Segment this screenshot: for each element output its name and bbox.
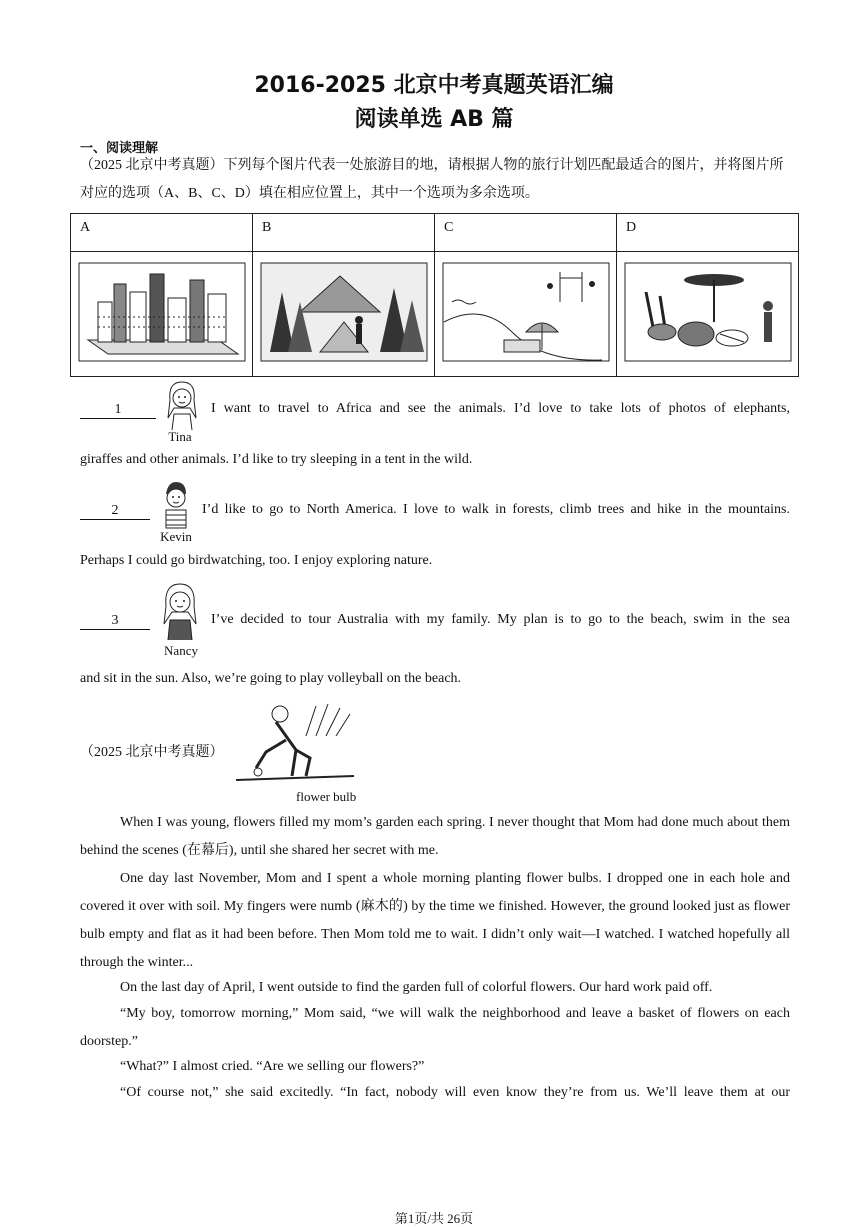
story-paragraph: “My boy, tomorrow morning,” Mom said, “we will walk the neighborhood and leave a basket of flowers on each doorstep.” [80, 1006, 790, 1049]
story-paragraph: “What?” I almost cried. “Are we selling our flowers?” [120, 1059, 425, 1074]
story-paragraph: On the last day of April, I went outside to find the garden full of colorful flowers. Our hard work paid off. [120, 980, 713, 995]
person-statement-line: I’d like to go to North America. I love to walk in forests, climb trees and hike in the mountains. [202, 502, 790, 517]
boy-portrait-icon [156, 478, 196, 530]
option-a-cell [71, 252, 253, 377]
section-heading: 一、阅读理解 [80, 141, 159, 156]
person-name-nancy: Nancy [164, 643, 198, 658]
african-wildlife-icon [624, 262, 792, 362]
option-b-cell [253, 252, 435, 377]
girl-portrait-icon [162, 378, 202, 430]
story-paragraph: “Of course not,” she said excitedly. “In fact, nobody will even know they’re from us. We’ll leave them at our [120, 1085, 790, 1100]
flower-bulb-caption: flower bulb [296, 789, 357, 804]
person-name-tina: Tina [168, 429, 192, 444]
city-skyline-icon [78, 262, 246, 362]
person-statement-line: I want to travel to Africa and see the animals. I’d love to take lots of photos of elephants, [211, 401, 790, 416]
answer-blank-1[interactable]: 1 [80, 402, 156, 419]
page-subtitle: 阅读单选 AB 篇 [354, 107, 514, 132]
girl-portrait-icon [156, 578, 204, 640]
person-name-kevin: Kevin [160, 529, 192, 544]
story-paragraph: When I was young, flowers filled my mom’s garden each spring. I never thought that Mom had done much about them behind the scenes (在幕后), until she shared her secret with me. [80, 815, 790, 858]
person-statement-line: Perhaps I could go birdwatching, too. I enjoy exploring nature. [80, 553, 433, 568]
question1-intro: （2025 北京中考真题）下列每个图片代表一处旅游目的地，请根据人物的旅行计划匹配最适合的图片，并将图片所对应的选项（A、B、C、D）填在相应位置上，其中一个选项为多余选项。 [80, 158, 784, 201]
option-d-label: D [617, 214, 799, 252]
page-title: 2016-2025 北京中考真题英语汇编 [254, 73, 614, 98]
gardener-planting-icon [236, 696, 356, 788]
person-statement-line: I’ve decided to tour Australia with my family. My plan is to go to the beach, swim in the sea [211, 612, 790, 627]
question2-source: （2025 北京中考真题） [80, 745, 224, 760]
option-a-label: A [71, 214, 253, 252]
options-table [70, 213, 799, 377]
option-c-label: C [435, 214, 617, 252]
option-b-label: B [253, 214, 435, 252]
forest-mountains-icon [260, 262, 428, 362]
page-number: 第1页/共 26页 [394, 1211, 474, 1226]
beach-icon [442, 262, 610, 362]
option-c-cell [435, 252, 617, 377]
person-statement-line: giraffes and other animals. I’d like to try sleeping in a tent in the wild. [80, 452, 473, 467]
person-statement-line: and sit in the sun. Also, we’re going to play volleyball on the beach. [80, 671, 462, 686]
story-paragraph: One day last November, Mom and I spent a whole morning planting flower bulbs. I dropped one in each hole and covered it over with soil. My fingers were numb (麻木的) by the time we finished. However, the ground looked just as flower bulb empty and flat as it had been before. Then Mom told me to wait. I didn’t only wait—I watched. I watched hopefully all through the winter... [80, 871, 790, 970]
option-d-cell [617, 252, 799, 377]
answer-blank-3[interactable]: 3 [80, 613, 150, 630]
answer-blank-2[interactable]: 2 [80, 503, 150, 520]
